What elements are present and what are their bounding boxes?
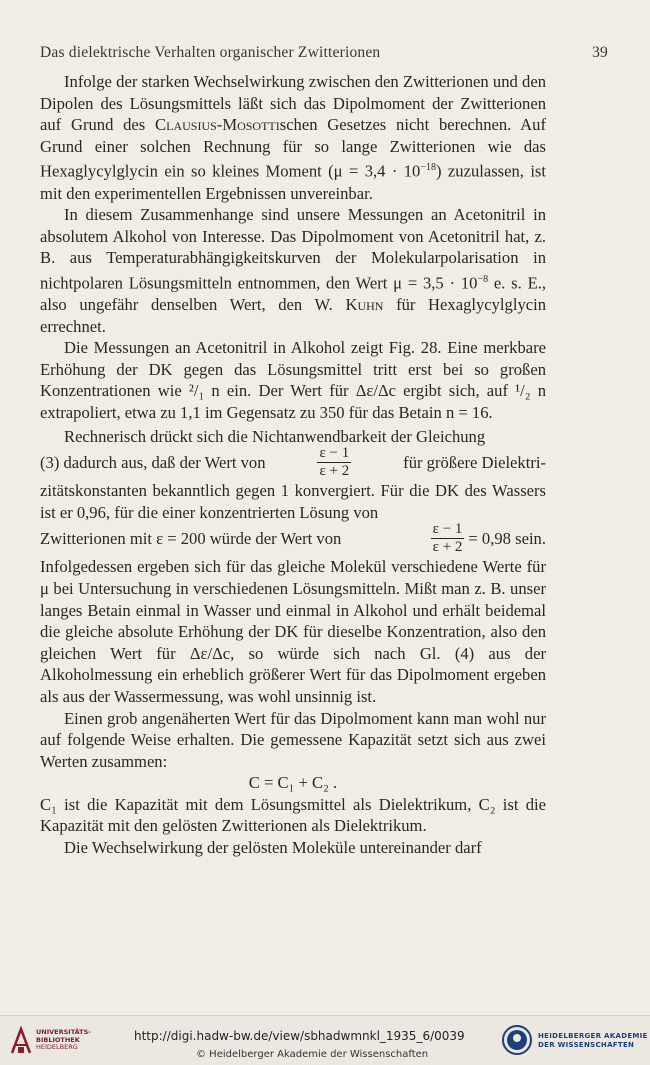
- paragraph-1: Infolge der starken Wechselwirkung zwischen den Zwitterionen und den Dipolen des Lösungsmittels läßt sich das Dipolmoment der Zwitterionen auf Grund des Clausius-Mosottischen Gesetzes nicht berechnen. Auf Grund einer solchen Rechnung für so lange Zwitterionen wie das Hexaglycylglycin ein so kleines Moment $(\mu = 3,4 \cdot 10^{-18})$ zuzulassen, ist mit den experimentellen Ergebnissen unvereinbar.: [40, 72, 547, 203]
- text-body: [40, 71, 546, 859]
- permalink-url[interactable]: http://digi.hadw-bw.de/view/sbhadwmnkl_1935_6/0039: [134, 1029, 465, 1043]
- author-name-kuhn: Kuhn: [345, 295, 384, 314]
- paragraph-4-line-3: zitätskonstanten bekanntlich gegen 1 konvergiert. Für die DK des Wassers ist er 0,96, für die einer konzentrierten Lösung von: [40, 481, 546, 522]
- fraction-epsilon-2: $\frac{\varepsilon - 1}{\varepsilon + 2}$: [432, 521, 463, 556]
- copyright-notice: © Heidelberger Akademie der Wissenschaften: [196, 1049, 429, 1060]
- academy-seal-icon: [502, 1025, 532, 1055]
- paragraph-7: C₁ ist die Kapazität mit dem Lösungsmittel als Dielektrikum, C₂ ist die Kapazität mit den gelösten Zwitterionen als Dielektrikum.: [40, 794, 546, 836]
- page-number: 39: [592, 44, 608, 61]
- running-title: Das dielektrische Verhalten organischer Zwitterionen: [40, 44, 381, 61]
- viewer-footer: [0, 1015, 650, 1065]
- university-library-name: UNIVERSITÄTS- BIBLIOTHEK HEIDELBERG: [36, 1028, 91, 1051]
- author-name-clausius-mosotti: Clausius-Mosotti: [155, 115, 280, 135]
- paragraph-2: In diesem Zusammenhange sind unsere Messungen an Acetonitril in absolutem Alkohol von Interesse. Das Dipolmoment von Acetonitril hat, z. B. aus Temperaturabhängigkeitskurven der Molekularpolarisation in nichtpolaren Lösungsmitteln entnommen, den Wert $\mu = 3,5 \cdot 10^{-8}$ e. s. E., also ungefähr denselben Wert, den W. Kuhn für Hexaglycylglycin errechnet.: [40, 205, 547, 336]
- fraction-epsilon: $\frac{\varepsilon - 1}{\varepsilon + 2}$: [319, 445, 350, 480]
- paragraph-8: Die Wechselwirkung der gelösten Moleküle untereinander darf: [64, 838, 482, 858]
- academy-name: HEIDELBERGER AKADEMIE DER WISSENSCHAFTEN: [538, 1032, 648, 1049]
- paragraph-3: Die Messungen an Acetonitril in Alkohol zeigt Fig. 28. Eine merkbare Erhöhung der DK gegen das Lösungsmittel tritt erst bei so großen Konzentrationen wie ²/₁ n ein. Der Wert für Δε/Δc ergibt sich, auf ¹/₂ n extrapoliert, etwa zu 1,1 im Gegensatz zu 350 für das Betain n = 16.: [40, 338, 546, 422]
- paragraph-4-line-1: Rechnerisch drückt sich die Nichtanwendbarkeit der Gleichung: [64, 426, 486, 446]
- paragraph-4-line-2: (3) dadurch aus, daß der Wert von $\frac{\varepsilon - 1}{\varepsilon + 2}$ für größere Dielektri-: [40, 445, 546, 480]
- paragraph-4-line-5: Zwitterionen mit ε = 200 würde der Wert von $\frac{\varepsilon - 1}{\varepsilon + 2}$ = 0,98 sein.: [40, 521, 546, 556]
- paragraph-5: Infolgedessen ergeben sich für das gleiche Molekül verschiedene Werte für μ bei Untersuchung in verschiedenen Lösungsmitteln. Mißt man z. B. unser langes Betain einmal in Wasser und einmal in Alkohol und erhält beidemal die gleiche absolute Erhöhung der DK für dieselbe Konzentration, also den gleichen Wert für Δε/Δc, so würde sich nach Gl. (4) aus der Alkoholmessung ein erheblich größerer Wert für das Dipolmoment ergeben als aus der Wassermessung, was wohl unsinnig ist.: [40, 557, 546, 706]
- equation-capacity: C = C₁ + C₂ .: [248, 773, 338, 793]
- running-header: [40, 44, 608, 62]
- paragraph-6: Einen grob angenäherten Wert für das Dipolmoment kann man wohl nur auf folgende Weise erhalten. Die gemessene Kapazität setzt sich aus zwei Werten zusammen:: [40, 708, 546, 771]
- university-library-logo-icon: [10, 1025, 32, 1055]
